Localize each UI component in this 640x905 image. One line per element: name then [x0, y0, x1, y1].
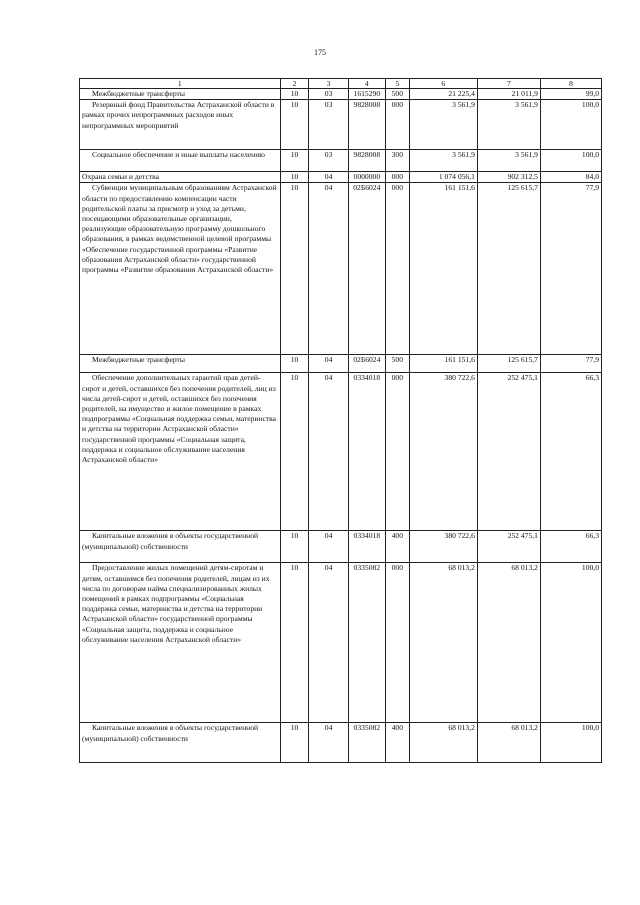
table-header-row [80, 79, 602, 89]
subsection-cell: 04 [309, 563, 348, 723]
row-name-cell: Обеспечение дополнительных гарантий прав детей-сирот и детей, оставшихся без попечения родителей, лиц из числа детей-сирот и детей, оставшихся без попечения родителей, на имущество и жилое помещение в рамках подпрограммы «Социальная поддержка семьи, материнства и детства на территории Астраханской области» государственной программы «Социальная защита, поддержка и социальное обслуживание населения Астраханской области» [80, 373, 281, 531]
subsection-cell: 04 [309, 373, 348, 531]
section-cell: 10 [280, 183, 309, 355]
executed-amount-cell: 3 561,9 [477, 150, 540, 172]
subsection-cell: 03 [309, 100, 348, 150]
target-code-cell: 9828008 [348, 150, 385, 172]
executed-amount-cell: 68 013,2 [477, 563, 540, 723]
section-cell: 10 [280, 373, 309, 531]
percent-cell: 77,9 [540, 183, 601, 355]
percent-cell: 100,0 [540, 150, 601, 172]
planned-amount-cell: 3 561,9 [409, 150, 477, 172]
expense-type-cell: 000 [385, 563, 409, 723]
planned-amount-cell: 21 225,4 [409, 89, 477, 100]
percent-cell: 100,0 [540, 723, 601, 763]
column-header: 8 [540, 79, 601, 89]
subsection-cell: 03 [309, 150, 348, 172]
column-header: 1 [80, 79, 281, 89]
row-name-cell: Резервный фонд Правительства Астраханской области в рамках прочих непрограммных расходов иных непрограммных мероприятий [80, 100, 281, 150]
planned-amount-cell: 161 151,6 [409, 355, 477, 373]
row-name-cell: Капитальные вложения в объекты государственной (муниципальной) собственности [80, 723, 281, 763]
percent-cell: 84,0 [540, 172, 601, 183]
executed-amount-cell: 125 615,7 [477, 183, 540, 355]
percent-cell: 100,0 [540, 100, 601, 150]
target-code-cell: 0335082 [348, 723, 385, 763]
expense-type-cell: 500 [385, 355, 409, 373]
percent-cell: 66,3 [540, 373, 601, 531]
section-cell: 10 [280, 100, 309, 150]
section-cell: 10 [280, 355, 309, 373]
table-row [80, 563, 602, 723]
section-cell: 10 [280, 172, 309, 183]
planned-amount-cell: 68 013,2 [409, 563, 477, 723]
row-name-cell: Субвенции муниципальным образованиям Астраханской области по предоставлению компенсации части родительской платы за присмотр и уход за детьми, посещающими образовательные организации, реализующие образовательную программу дошкольного образования, в рамках ведомственной целевой программы «Обеспечение государственной программы «Развитие образования Астраханской области» государственной программы «Развитие образования Астраханской области» [80, 183, 281, 355]
budget-table [79, 78, 602, 763]
executed-amount-cell: 252 475,1 [477, 531, 540, 563]
column-header: 2 [280, 79, 309, 89]
target-code-cell: 02Б6024 [348, 355, 385, 373]
expense-type-cell: 400 [385, 531, 409, 563]
table-row [80, 89, 602, 100]
planned-amount-cell: 3 561,9 [409, 100, 477, 150]
planned-amount-cell: 380 722,6 [409, 531, 477, 563]
subsection-cell: 04 [309, 355, 348, 373]
target-code-cell: 1615290 [348, 89, 385, 100]
subsection-cell: 04 [309, 723, 348, 763]
planned-amount-cell: 68 013,2 [409, 723, 477, 763]
column-header: 5 [385, 79, 409, 89]
target-code-cell: 02Б6024 [348, 183, 385, 355]
section-cell: 10 [280, 89, 309, 100]
table-row [80, 172, 602, 183]
target-code-cell: 0335082 [348, 563, 385, 723]
target-code-cell: 9828008 [348, 100, 385, 150]
section-cell: 10 [280, 563, 309, 723]
executed-amount-cell: 125 615,7 [477, 355, 540, 373]
executed-amount-cell: 902 312,5 [477, 172, 540, 183]
column-header: 4 [348, 79, 385, 89]
table-body [80, 89, 602, 763]
expense-type-cell: 000 [385, 100, 409, 150]
executed-amount-cell: 252 475,1 [477, 373, 540, 531]
row-name-cell: Капитальные вложения в объекты государственной (муниципальной) собственности [80, 531, 281, 563]
subsection-cell: 04 [309, 172, 348, 183]
expense-type-cell: 000 [385, 373, 409, 531]
percent-cell: 100,0 [540, 563, 601, 723]
column-header: 3 [309, 79, 348, 89]
row-name-cell: Межбюджетные трансферты [80, 355, 281, 373]
row-name-cell: Охрана семьи и детства [80, 172, 281, 183]
column-header: 7 [477, 79, 540, 89]
table-row [80, 373, 602, 531]
target-code-cell: 0000000 [348, 172, 385, 183]
percent-cell: 77,9 [540, 355, 601, 373]
executed-amount-cell: 21 011,9 [477, 89, 540, 100]
row-name-cell: Предоставление жилых помещений детям-сиротам и детям, оставшимся без попечения родителей, лицам из их числа по договорам найма специализированных жилых помещений в рамках подпрограммы «Социальная поддержка семьи, материнства и детства на территории Астраханской области» государственной программы «Социальная защита, поддержка и социальное обслуживание населения Астраханской области» [80, 563, 281, 723]
subsection-cell: 03 [309, 89, 348, 100]
subsection-cell: 04 [309, 531, 348, 563]
target-code-cell: 0334018 [348, 373, 385, 531]
expense-type-cell: 400 [385, 723, 409, 763]
expense-type-cell: 000 [385, 183, 409, 355]
planned-amount-cell: 1 074 056,1 [409, 172, 477, 183]
expense-type-cell: 000 [385, 172, 409, 183]
table-row [80, 150, 602, 172]
page-number: 175 [314, 48, 326, 57]
expense-type-cell: 300 [385, 150, 409, 172]
planned-amount-cell: 380 722,6 [409, 373, 477, 531]
row-name-cell: Межбюджетные трансферты [80, 89, 281, 100]
expense-type-cell: 500 [385, 89, 409, 100]
target-code-cell: 0334018 [348, 531, 385, 563]
executed-amount-cell: 3 561,9 [477, 100, 540, 150]
section-cell: 10 [280, 531, 309, 563]
executed-amount-cell: 68 013,2 [477, 723, 540, 763]
table-row [80, 100, 602, 150]
percent-cell: 99,0 [540, 89, 601, 100]
column-header: 6 [409, 79, 477, 89]
section-cell: 10 [280, 150, 309, 172]
table-row [80, 183, 602, 355]
row-name-cell: Социальное обеспечение и иные выплаты населению [80, 150, 281, 172]
percent-cell: 66,3 [540, 531, 601, 563]
table-row [80, 723, 602, 763]
subsection-cell: 04 [309, 183, 348, 355]
section-cell: 10 [280, 723, 309, 763]
table-row [80, 531, 602, 563]
planned-amount-cell: 161 151,6 [409, 183, 477, 355]
table-row [80, 355, 602, 373]
